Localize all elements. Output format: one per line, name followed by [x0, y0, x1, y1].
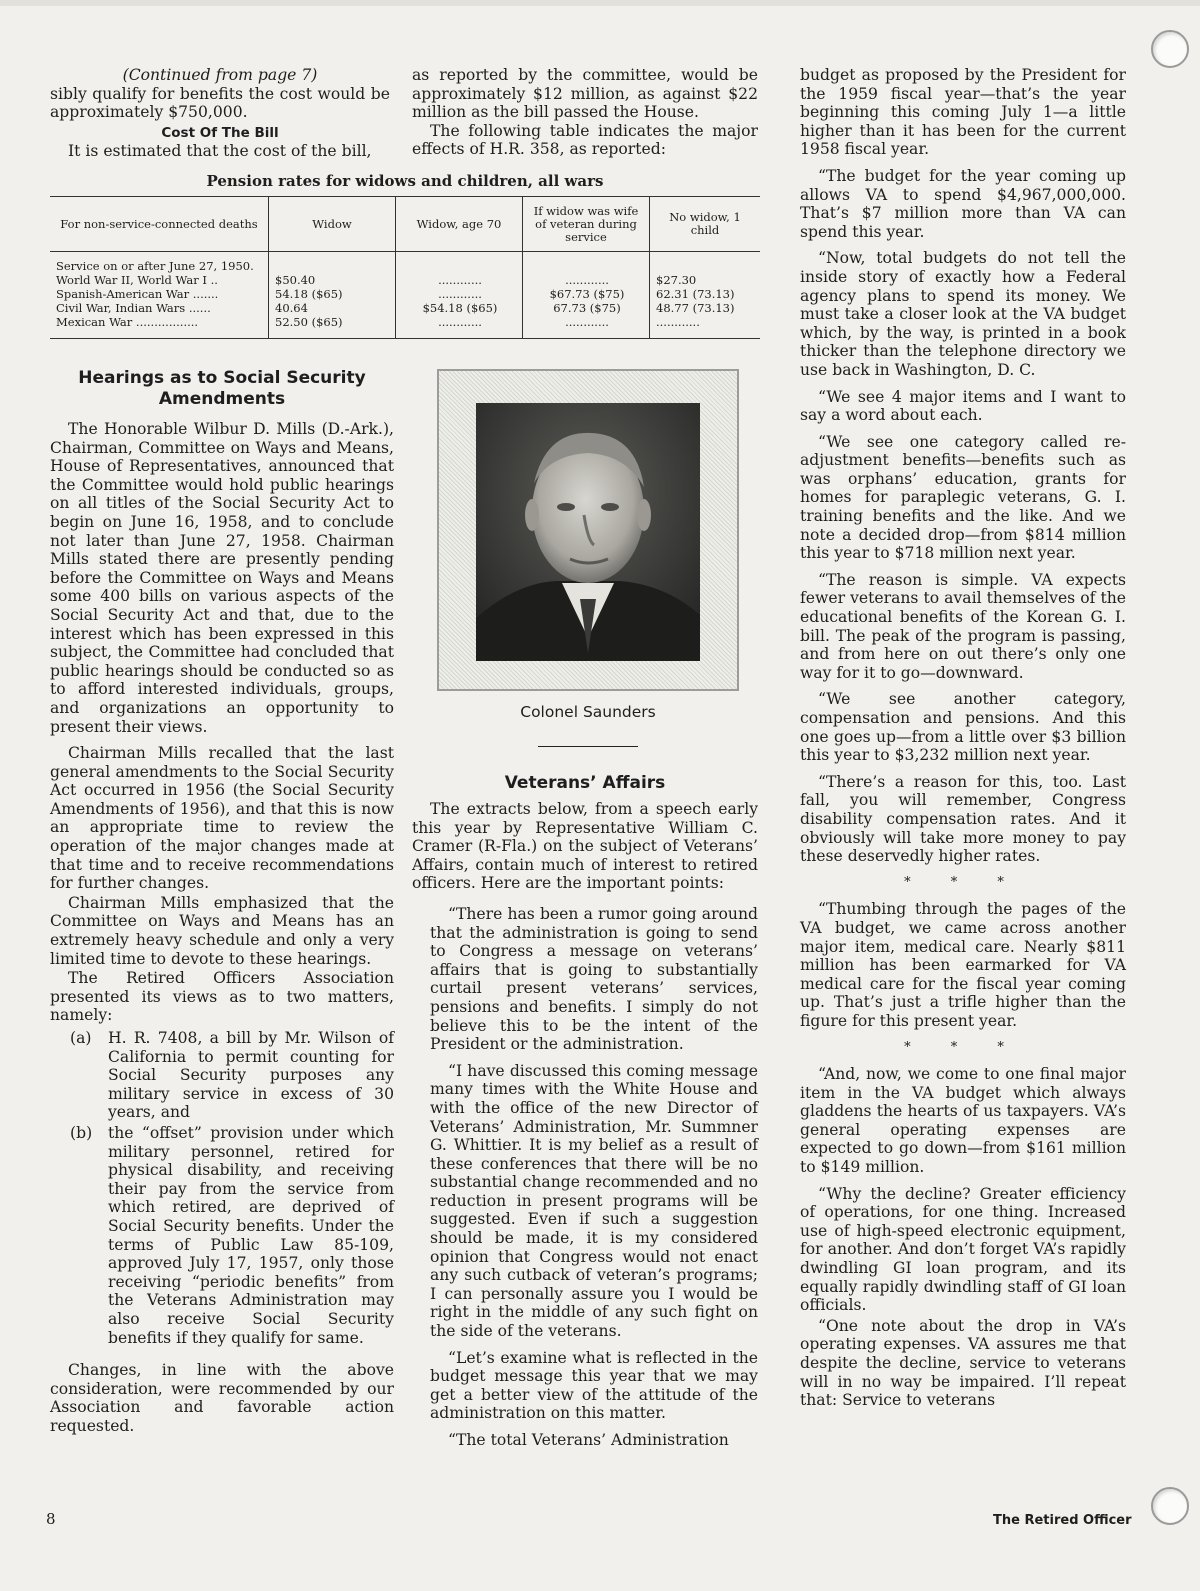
table-header: No widow, 1 child: [650, 197, 761, 252]
table-cell: ............: [438, 315, 482, 329]
table-cell: $27.30: [656, 273, 697, 287]
article-paragraph: The Honorable Wilbur D. Mills (D.-Ark.), Chairman, Committee on Ways and Means, House of Representatives, announced that the Committee would hold public hearings on all titles of the Social Security Act to begin on June 16, 1958, and to conclude not later than June 27, 1958. Chairman Mills stated there are presently pending before the Committee on Ways and Means some 400 bills on various aspects of the Social Security Act and that, due to the interest which has been expressed in this subject, the Committee had concluded that public hearings should be conducted so as to afford interested individuals, groups, and organizations an opportunity to present their views.: [50, 420, 394, 736]
table-cell: ............: [565, 273, 609, 287]
table-cell: 67.73 ($75): [553, 301, 621, 315]
publication-name: The Retired Officer: [993, 1513, 1132, 1528]
table-cell: $67.73 ($75): [549, 287, 625, 301]
right-column: [800, 66, 1126, 1418]
article-paragraph: “We see one category called re-adjustment benefits—benefits such as was orphans’ education, grants for homes for paraplegic veterans, G. I. training benefits and the like. And we note a decided drop—from $814 million this year to $718 million next year.: [800, 432, 1126, 563]
pension-table: [50, 172, 760, 339]
table-cell: Civil War, Indian Wars ......: [56, 301, 211, 315]
photo-caption: Colonel Saunders: [520, 703, 656, 721]
article-paragraph: Chairman Mills emphasized that the Committee on Ways and Means has an extremely heavy schedule and only a very limited time to devote to these hearings.: [50, 893, 394, 968]
intro-paragraph: The following table indicates the major effects of H.R. 358, as reported:: [412, 121, 758, 159]
article-paragraph: “And, now, we come to one final major item in the VA budget which always gladdens the hearts of us taxpayers. VA’s general operating expenses are expected to go down—from $161 million to $149 million.: [800, 1065, 1126, 1177]
table-cell: $50.40: [275, 273, 316, 287]
table-cell: 54.18 ($65): [275, 287, 343, 301]
intro-left-column: [50, 66, 390, 169]
article-paragraph: “There’s a reason for this, too. Last fall, you will remember, Congress disability compensation rates. And it obviously will take more money to pay these deservedly higher rates.: [800, 772, 1126, 866]
intro-paragraph: as reported by the committee, would be approximately $12 million, as against $22 million as the bill passed the House.: [412, 66, 758, 122]
section-divider: [538, 746, 638, 747]
table-cell: $54.18 ($65): [422, 301, 498, 315]
hearings-article: [50, 368, 394, 1443]
page-top-edge: [0, 0, 1200, 6]
table-title: Pension rates for widows and children, all wars: [206, 172, 604, 190]
table-cell: ............: [438, 273, 482, 287]
cost-subheading: Cost Of The Bill: [161, 124, 279, 141]
table-cell: ............: [565, 315, 609, 329]
table-header: Widow: [269, 197, 396, 252]
portrait-photo: [476, 403, 700, 661]
article-paragraph: “We see 4 major items and I want to say a word about each.: [800, 387, 1126, 425]
section-separator: * * *: [904, 1039, 1022, 1055]
quote-paragraph: “There has been a rumor going around that the administration is going to send to Congress a message on veterans’ affairs that is going to substantially curtail present veterans’ services, pensions and benefits. I simply do not believe this to be the intent of the President or the administration.: [430, 904, 758, 1054]
table-cell: 62.31 (73.13): [656, 287, 735, 301]
list-text: the “offset” provision under which military personnel, retired for physical disability, and receiving their pay from the service from which retired, are deprived of Social Security benefits. Under the terms of Public Law 85-109, approved July 17, 1957, only those receiving “periodic benefits” from the Veterans Administration may also receive Social Security benefits if they qualify for same.: [108, 1123, 394, 1347]
list-text: H. R. 7408, a bill by Mr. Wilson of California to permit counting for Social Security purposes any military service in excess of 30 years, and: [108, 1029, 394, 1122]
table-cell: 40.64: [275, 301, 308, 315]
intro-paragraph: It is estimated that the cost of the bill,: [68, 142, 372, 161]
list-item: [50, 1029, 394, 1122]
table-cell: ............: [656, 315, 700, 329]
table-cell: Service on or after June 27, 1950.: [56, 259, 254, 273]
table-cell: 52.50 ($65): [275, 315, 343, 329]
article-paragraph: Changes, in line with the above consideration, were recommended by our Association and favorable action requested.: [50, 1361, 394, 1435]
table-header: If widow was wife of veteran during service: [523, 197, 650, 252]
intro-paragraph: sibly qualify for benefits the cost would be approximately $750,000.: [50, 84, 390, 122]
article-paragraph: “The reason is simple. VA expects fewer veterans to avail themselves of the educational benefits of the Korean G. I. bill. The peak of the program is passing, and from here on out there’s only one way for it to go—downward.: [800, 570, 1126, 682]
article-paragraph: The Retired Officers Association presented its views as to two matters, namely:: [50, 969, 394, 1025]
article-paragraph: “One note about the drop in VA’s operating expenses. VA assures me that despite the decline, service to veterans will in no way be impaired. I’ll repeat that: Service to veterans: [800, 1316, 1126, 1410]
table-cell: ............: [438, 287, 482, 301]
article-paragraph: Chairman Mills recalled that the last general amendments to the Social Security Act occurred in 1956 (the Social Security Amendments of 1956), and that this is now an appropriate time to review the operation of the major changes made at that time and to receive recommendations for further changes.: [50, 744, 394, 893]
article-paragraph: “Thumbing through the pages of the VA budget, we came across another major item, medical care. Nearly $811 million has been earmarked for VA medical care for the fiscal year coming up. That’s just a trifle higher than the figure for this present year.: [800, 900, 1126, 1030]
article-paragraph: budget as proposed by the President for the 1959 fiscal year—that’s the year beginning this coming July 1—a little higher than it has been for the current 1958 fiscal year.: [800, 66, 1126, 159]
hearings-heading: Hearings as to Social Security Amendments: [78, 368, 366, 409]
article-paragraph: The extracts below, from a speech early this year by Representative William C. Cramer (R-Fla.) on the subject of Veterans’ Affairs, contain much of interest to retired officers. Here are the important points:: [412, 800, 758, 893]
continued-note: (Continued from page 7): [122, 66, 318, 84]
quote-paragraph: “Let’s examine what is reflected in the budget message this year that we may get a better view of the attitude of the administration on this matter.: [430, 1348, 758, 1423]
punch-hole-icon: [1151, 30, 1189, 68]
article-paragraph: “The budget for the year coming up allows VA to spend $4,967,000,000. That’s $7 million more than VA can spend this year.: [800, 166, 1126, 241]
table-cell: World War II, World War I ..: [56, 273, 218, 287]
quote-paragraph: “I have discussed this coming message many times with the White House and with the office of the new Director of Veterans’ Administration, Mr. Summner G. Whittier. It is my belief as a result of these conferences that there will be no substantial change recommended and no reduction in present programs will be suggested. Even if such a suggestion should be made, it is my considered opinion that Congress would not enact any such cutback of veteran’s programs; I can personally assure you I would be right in the middle of any such fight on the side of the veterans.: [430, 1061, 758, 1341]
table-cell: Spanish-American War .......: [56, 287, 219, 301]
list-label: (b): [70, 1123, 93, 1142]
veterans-heading: Veterans’ Affairs: [504, 773, 666, 793]
page-number: 8: [46, 1510, 56, 1528]
article-paragraph: “Now, total budgets do not tell the inside story of exactly how a Federal agency plans to spend its money. We must take a closer look at the VA budget which, by the way, is printed in a book thicker than the telephone directory we use back in Washington, D. C.: [800, 249, 1126, 379]
punch-hole-icon: [1151, 1487, 1189, 1525]
table-header: Widow, age 70: [396, 197, 523, 252]
table-cell: Mexican War .................: [56, 315, 199, 329]
table-row: [50, 252, 760, 339]
table-header: For non-service-connected deaths: [50, 197, 269, 252]
list-label: (a): [70, 1029, 92, 1047]
veterans-article: [412, 773, 758, 1458]
section-separator: * * *: [904, 874, 1022, 890]
list-item: [50, 1124, 394, 1347]
quote-paragraph: “The total Veterans’ Administration: [448, 1431, 729, 1449]
intro-right-column: [412, 66, 758, 167]
photo-frame: [437, 369, 739, 691]
article-paragraph: “Why the decline? Greater efficiency of operations, for one thing. Increased use of high-speed electronic equipment, for another. And don’t forget VA’s rapidly dwindling GI loan program, and its equally rapidly dwindling staff of GI loan officials.: [800, 1184, 1126, 1315]
article-paragraph: “We see another category, compensation and pensions. And this one goes up—from a little over $3 billion this year to $3,232 million next year.: [800, 690, 1126, 765]
table-cell: 48.77 (73.13): [656, 301, 735, 315]
